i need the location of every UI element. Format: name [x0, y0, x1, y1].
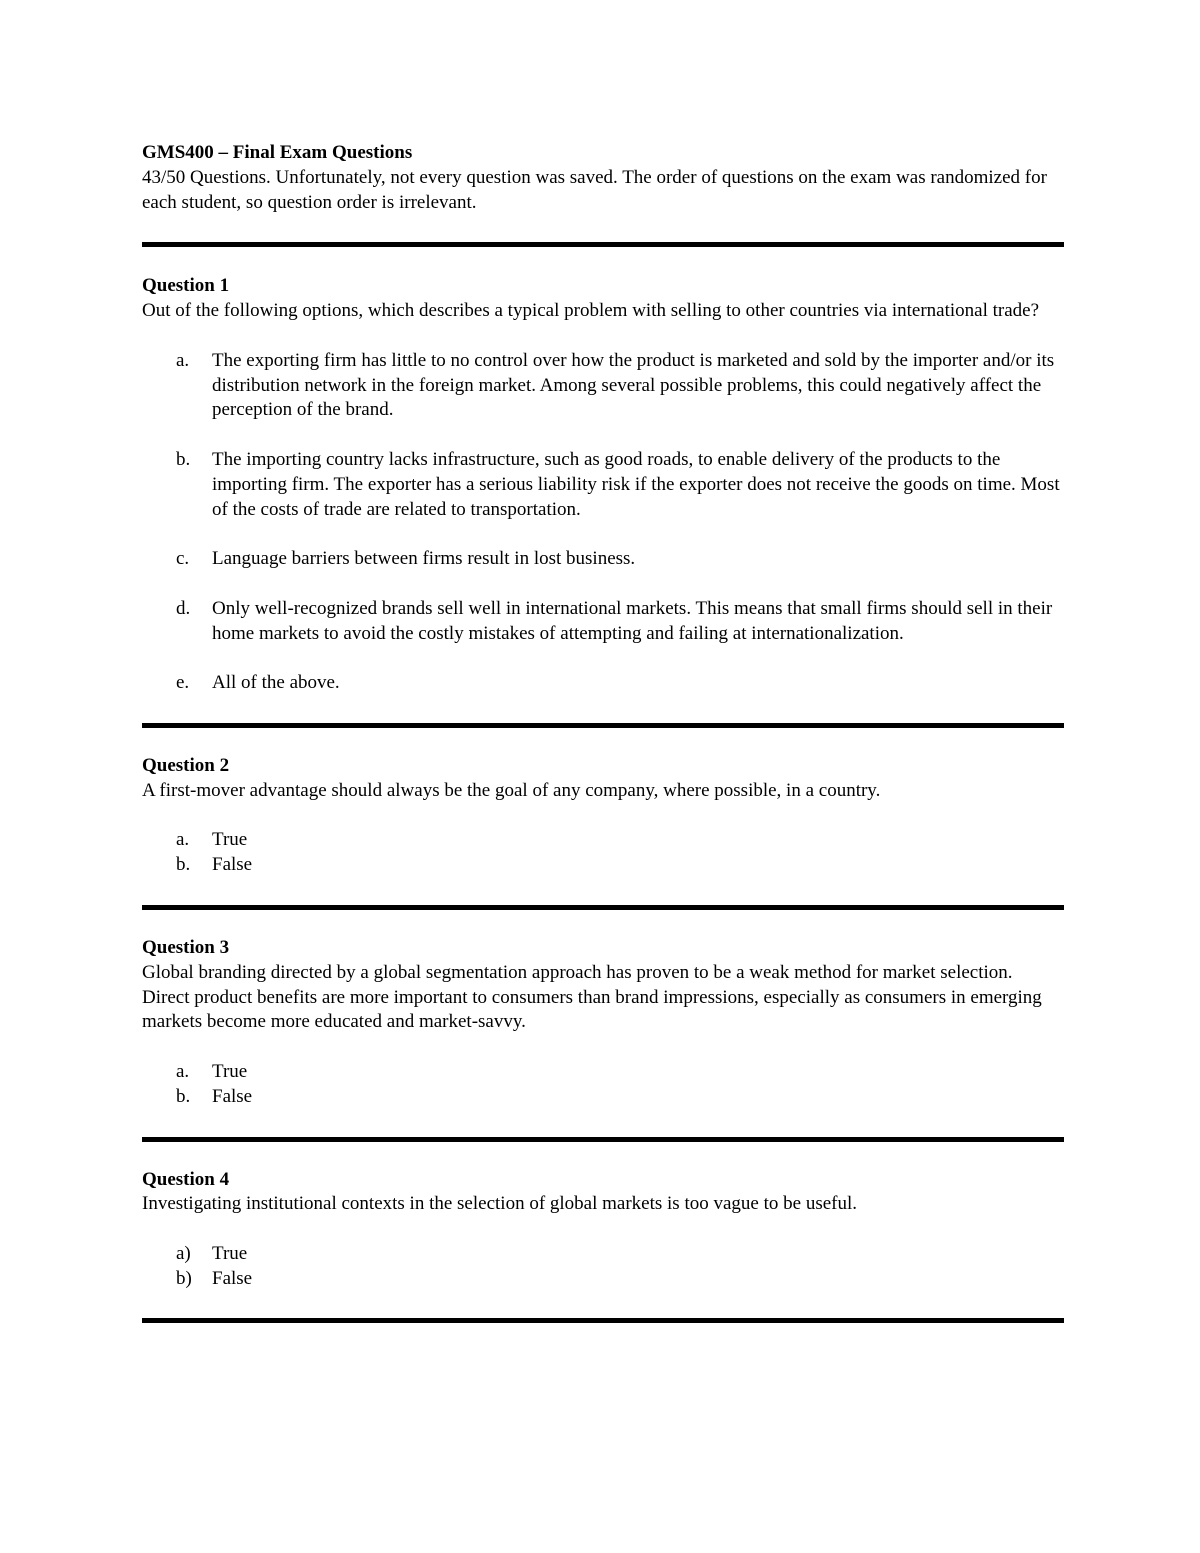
question-title: Question 1	[142, 275, 230, 297]
question-text: A first-mover advantage should always be the goal of any company, where possible, in a country.	[142, 779, 881, 801]
answer-option	[142, 828, 1064, 853]
question-2	[142, 754, 1064, 878]
question-title: Question 2	[142, 754, 230, 776]
option-label: a.	[176, 1060, 190, 1082]
answer-option	[142, 448, 1064, 522]
option-text: Language barriers between firms result in lost business.	[212, 548, 636, 570]
option-label: c.	[176, 548, 190, 570]
answer-option	[142, 1085, 1064, 1110]
document-title: GMS400 – Final Exam Questions	[142, 142, 413, 163]
answer-option	[142, 547, 1064, 572]
exam-document	[142, 141, 1064, 1349]
section-divider	[142, 242, 1064, 247]
answer-option	[142, 1242, 1064, 1267]
question-4	[142, 1168, 1064, 1292]
answer-option	[142, 349, 1064, 423]
option-text: False	[212, 1085, 253, 1107]
section-divider	[142, 905, 1064, 910]
question-3	[142, 936, 1064, 1110]
answer-option	[142, 1267, 1064, 1292]
question-title: Question 3	[142, 936, 230, 958]
answer-option	[142, 597, 1064, 647]
answer-options	[142, 1242, 1064, 1292]
option-label: a)	[176, 1242, 191, 1264]
section-divider	[142, 723, 1064, 728]
answer-options	[142, 1060, 1064, 1110]
section-divider	[142, 1137, 1064, 1142]
option-text: True	[212, 829, 248, 851]
option-text: True	[212, 1242, 248, 1264]
option-text: False	[212, 854, 253, 876]
answer-options	[142, 349, 1064, 696]
section-divider	[142, 1318, 1064, 1323]
question-text: Investigating institutional contexts in the selection of global markets is too vague to be useful.	[142, 1193, 857, 1215]
option-label: b.	[176, 854, 191, 876]
option-text: True	[212, 1060, 248, 1082]
option-label: e.	[176, 672, 190, 694]
option-label: b)	[176, 1267, 192, 1289]
option-text: The exporting firm has little to no control over how the product is marketed and sold by the importer and/or its distribution network in the foreign market. Among several possible problems, this could negatively affect the perception of the brand.	[212, 349, 1055, 421]
question-text: Out of the following options, which describes a typical problem with selling to other countries via international trade?	[142, 300, 1039, 322]
option-label: b.	[176, 1085, 191, 1107]
option-text: False	[212, 1267, 253, 1289]
document-intro: 43/50 Questions. Unfortunately, not every question was saved. The order of questions on the exam was randomized for each student, so question order is irrelevant.	[142, 166, 1047, 213]
question-text: Global branding directed by a global segmentation approach has proven to be a weak method for market selection. Direct product benefits are more important to consumers than brand impressions, especially as consumers in emerging markets become more educated and market-savvy.	[142, 961, 1042, 1033]
question-title: Question 4	[142, 1168, 230, 1190]
question-1	[142, 274, 1064, 696]
option-label: d.	[176, 597, 191, 619]
option-text: Only well-recognized brands sell well in international markets. This means that small firms should sell in their home markets to avoid the costly mistakes of attempting and failing at internationalization.	[212, 597, 1053, 644]
answer-options	[142, 828, 1064, 878]
option-label: b.	[176, 448, 191, 470]
option-label: a.	[176, 349, 190, 371]
answer-option	[142, 1060, 1064, 1085]
answer-option	[142, 671, 1064, 696]
option-text: All of the above.	[212, 672, 340, 694]
answer-option	[142, 853, 1064, 878]
option-text: The importing country lacks infrastructure, such as good roads, to enable delivery of the products to the importing firm. The exporter has a serious liability risk if the exporter does not receive the goods on time. Most of the costs of trade are related to transportation.	[212, 448, 1060, 520]
option-label: a.	[176, 829, 190, 851]
